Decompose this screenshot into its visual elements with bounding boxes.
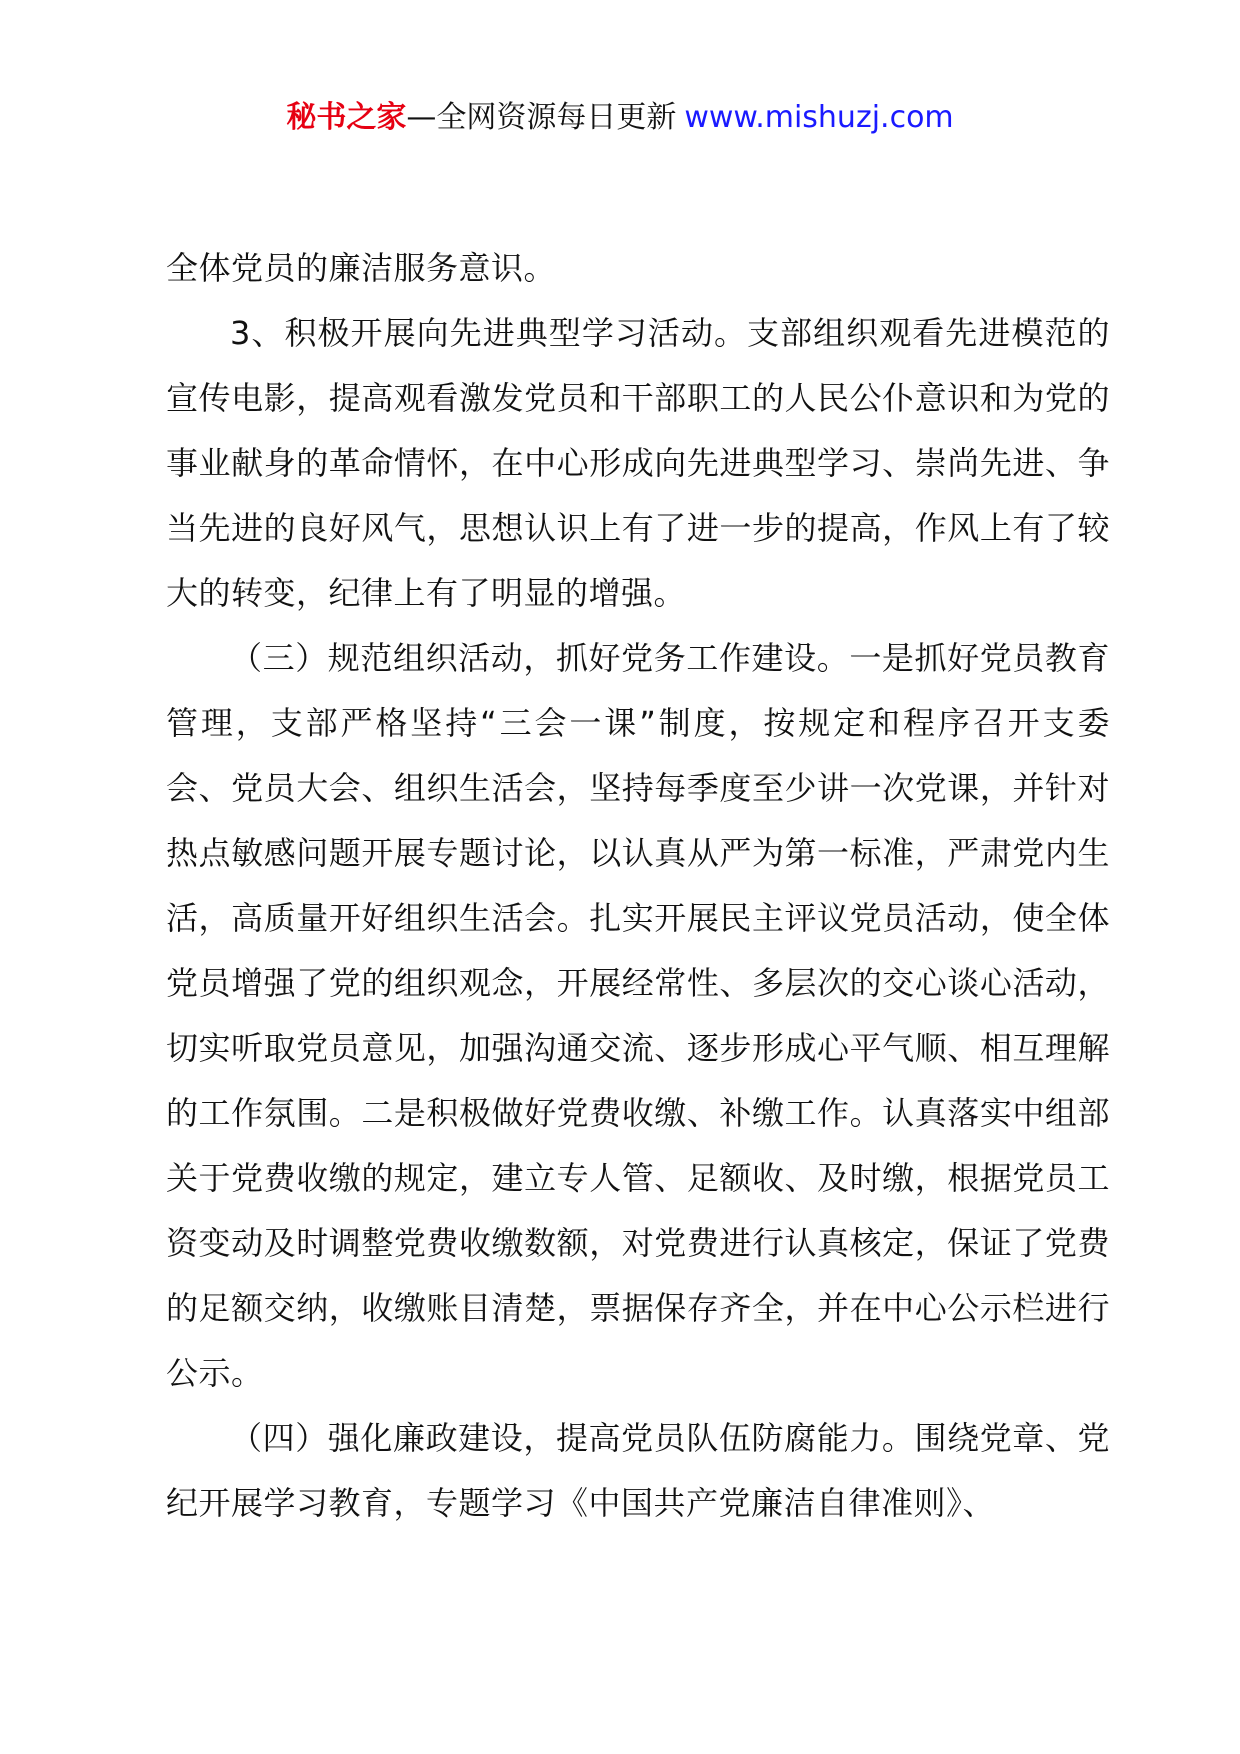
document-body <box>166 236 1110 1536</box>
header-tagline: —全网资源每日更新 <box>406 100 677 135</box>
brand-name: 秘书之家 <box>286 100 407 135</box>
header-url-link[interactable]: www.mishuzj.com <box>684 100 954 135</box>
paragraph-organization-activity: （三）规范组织活动，抓好党务工作建设。一是抓好党员教育管理，支部严格坚持“三会一课”制度，按规定和程序召开支委会、党员大会、组织生活会，坚持每季度至少讲一次党课，并针对热点敏感问题开展专题讨论，以认真从严为第一标准，严肃党内生活，高质量开好组织生活会。扎实开展民主评议党员活动，使全体党员增强了党的组织观念，开展经常性、多层次的交心谈心活动，切实听取党员意见，加强沟通交流、逐步形成心平气顺、相互理解的工作氛围。二是积极做好党费收缴、补缴工作。认真落实中组部关于党费收缴的规定，建立专人管、足额收、及时缴，根据党员工资变动及时调整党费收缴数额，对党费进行认真核定，保证了党费的足额交纳，收缴账目清楚，票据保存齐全，并在中心公示栏进行公示。 <box>166 639 1110 1392</box>
paragraph-learning-activity: 3、积极开展向先进典型学习活动。支部组织观看先进模范的宣传电影，提高观看激发党员和干部职工的人民公仆意识和为党的事业献身的革命情怀，在中心形成向先进典型学习、崇尚先进、争当先进的良好风气，思想认识上有了进一步的提高，作风上有了较大的转变，纪律上有了明显的增强。 <box>166 314 1110 612</box>
page-header <box>0 98 1240 138</box>
paragraph-integrity-building: （四）强化廉政建设，提高党员队伍防腐能力。围绕党章、党纪开展学习教育，专题学习《中国共产党廉洁自律准则》、 <box>166 1419 1110 1522</box>
paragraph-continuation: 全体党员的廉洁服务意识。 <box>166 249 557 287</box>
